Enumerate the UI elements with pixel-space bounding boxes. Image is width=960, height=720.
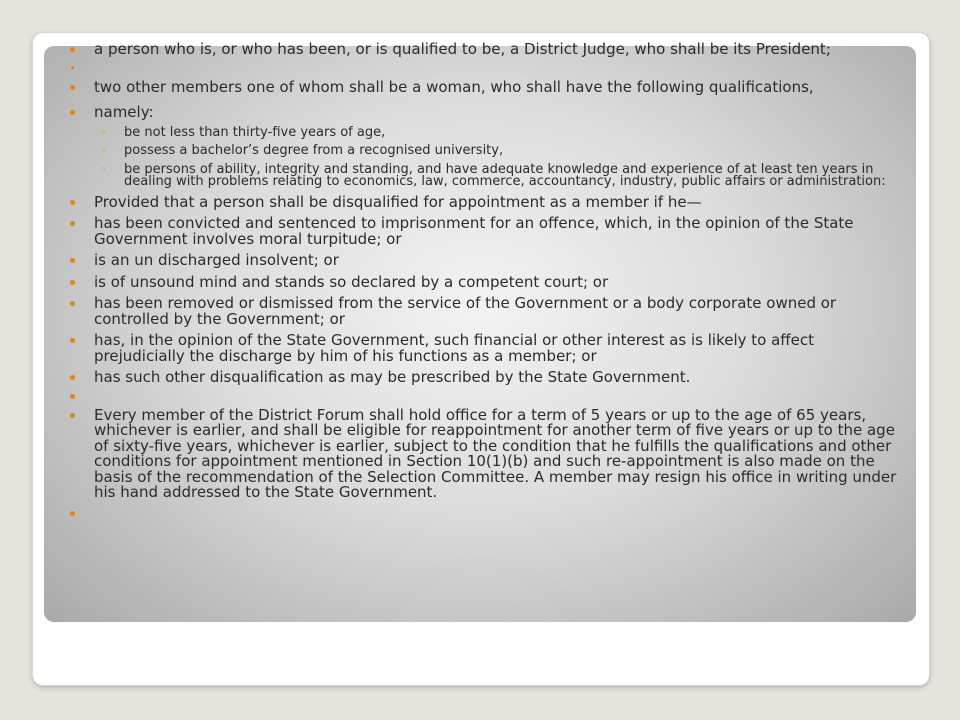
bullet-text: Provided that a person shall be disqualified for appointment as a member if he— <box>94 192 702 211</box>
sub-bullet-text: be persons of ability, integrity and standing, and have adequate knowledge and experience of at least ten years in dealing with problems relating to economics, law, commerce, accountancy, industry, public affairs or administration: <box>124 161 886 189</box>
bullet-item <box>66 370 902 386</box>
bullet-dot-icon <box>70 85 75 90</box>
sub-bullet-item <box>66 145 902 158</box>
sub-bullet-item <box>66 124 902 140</box>
bullet-item-empty <box>66 64 902 74</box>
bullet-text: has, in the opinion of the State Government, such financial or other interest as is likely to affect prejudicially the discharge by him of his functions as a member; or <box>94 331 814 365</box>
bullet-item <box>66 405 902 501</box>
sub-bullet-text: possess a bachelor’s degree from a recognised university, <box>124 143 504 158</box>
bullet-dot-icon <box>70 200 75 205</box>
bullet-item-empty <box>66 509 902 519</box>
bullet-dot-icon <box>70 110 75 115</box>
bullet-dot-icon <box>70 301 75 306</box>
bullet-text: is of unsound mind and stands so declared by a competent court; or <box>94 272 609 291</box>
bullet-dot-icon <box>70 338 75 343</box>
bullet-dot-icon <box>70 258 75 263</box>
bullet-item <box>66 216 902 247</box>
bullet-item <box>66 333 902 364</box>
bullet-text: namely: <box>94 103 154 121</box>
bullet-dot-icon <box>70 394 75 399</box>
bullet-item <box>66 253 902 269</box>
bullet-text: has been removed or dismissed from the service of the Government or a body corporate owned or controlled by the Government; or <box>94 294 837 328</box>
bullet-item-empty <box>66 392 902 402</box>
slide-content <box>66 42 902 525</box>
bullet-dot-icon <box>70 375 75 380</box>
bullet-text: Every member of the District Forum shall hold office for a term of 5 years or up to the age of 65 years, whichever is earlier, and shall be eligible for reappointment for another term of five years or up to the age of sixty-five years, whichever is earlier, subject to the condition that he fulfills the qualifications and other conditions for appointment mentioned in Section 10(1)(b) and such re-appointment is also made on the basis of the recommendation of the Selection Committee. A member may resign his office in writing under his hand addressed to the State Government. <box>94 405 897 501</box>
bullet-text: has such other disqualification as may be prescribed by the State Government. <box>94 368 691 386</box>
bullet-dot-icon <box>70 221 75 226</box>
sub-bullet-circle-icon: ◦ <box>100 144 107 157</box>
bullet-item <box>66 105 902 121</box>
bullet-text: a person who is, or who has been, or is qualified to be, a District Judge, who shall be its President; <box>94 40 831 58</box>
sub-bullet-circle-icon: ◦ <box>100 162 107 176</box>
bullet-text: two other members one of whom shall be a woman, who shall have the following qualifications, <box>94 77 814 96</box>
sub-bullet-item <box>66 161 902 189</box>
sub-bullet-text: be not less than thirty-five years of age, <box>124 124 386 140</box>
bullet-item <box>66 77 902 96</box>
bullet-dot-icon <box>70 511 75 516</box>
sub-bullet-circle-icon: ◦ <box>100 125 107 139</box>
bullet-text: has been convicted and sentenced to imprisonment for an offence, which, in the opinion of the State Government involves moral turpitude; or <box>94 214 854 248</box>
bullet-dot-icon <box>70 413 75 418</box>
bullet-dot-icon <box>70 47 75 52</box>
bullet-item <box>66 42 902 58</box>
bullet-dot-icon <box>71 66 74 69</box>
bullet-item <box>66 296 902 327</box>
bullet-item <box>66 272 902 291</box>
bullet-text: is an un discharged insolvent; or <box>94 251 339 269</box>
bullet-item <box>66 192 902 211</box>
bullet-dot-icon <box>70 280 75 285</box>
